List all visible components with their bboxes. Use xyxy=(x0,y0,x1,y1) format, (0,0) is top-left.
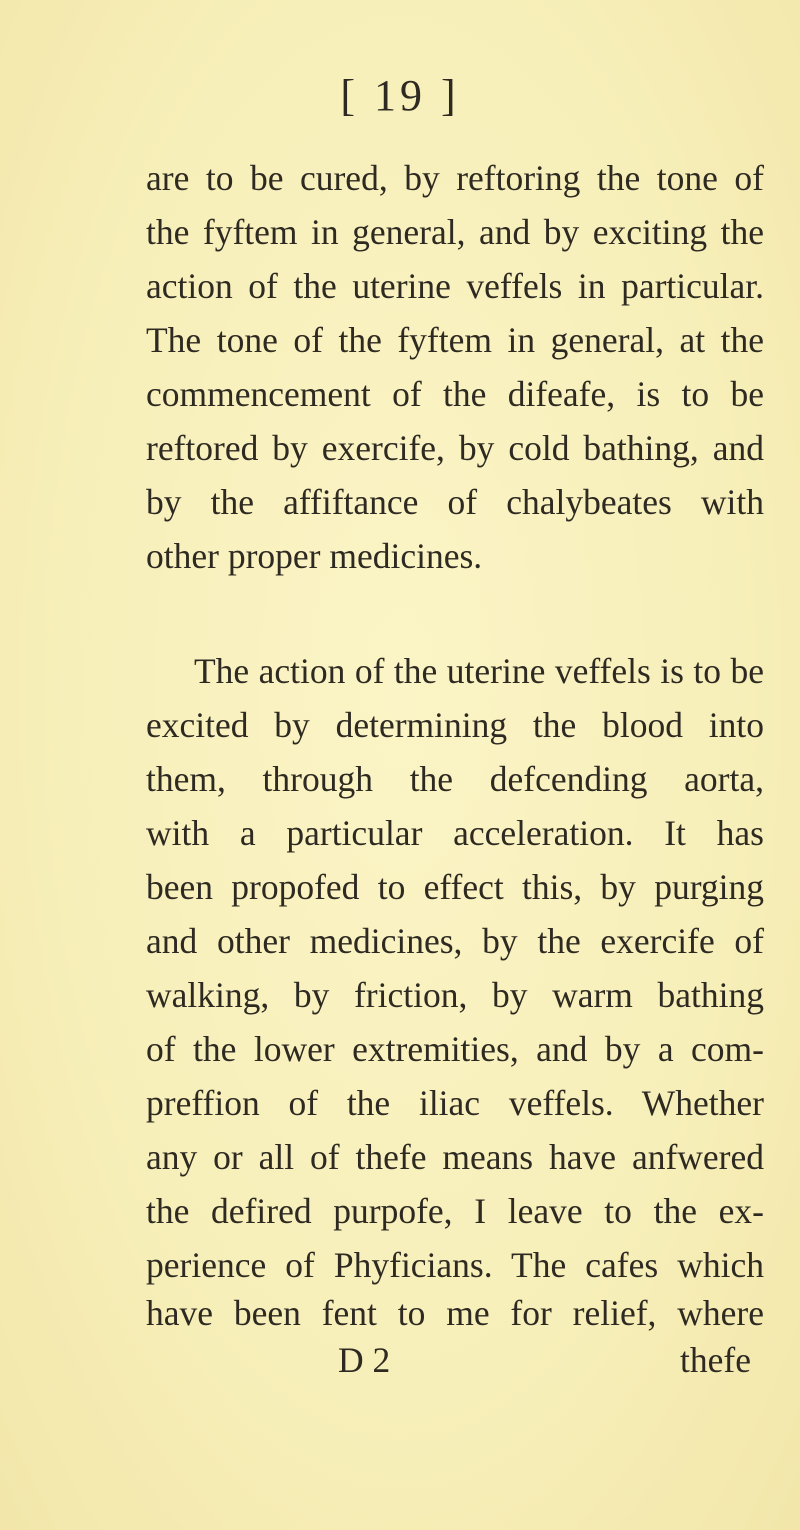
text-line: any or all of thefe means have anfwered xyxy=(146,1137,764,1177)
text-line: reftored by exercife, by cold bathing, and xyxy=(146,428,764,468)
page-footer xyxy=(0,1335,800,1385)
signature-mark: D 2 xyxy=(338,1340,391,1380)
page-number: [ 19 ] xyxy=(340,71,460,120)
text-line: with a particular acceleration. It has xyxy=(146,813,764,853)
text-line: perience of Phyficians. The cafes which xyxy=(146,1245,764,1285)
text-line: The tone of the fyftem in general, at the xyxy=(146,320,764,360)
text-line: are to be cured, by reftoring the tone of xyxy=(146,158,764,198)
text-line: by the affiftance of chalybeates with xyxy=(146,482,764,522)
text-line: and other medicines, by the exercife of xyxy=(146,921,764,961)
text-line: the defired purpofe, I leave to the ex- xyxy=(146,1191,764,1231)
text-line: the fyftem in general, and by exciting the xyxy=(146,212,764,252)
catchword: thefe xyxy=(680,1340,751,1380)
text-line: other proper medicines. xyxy=(146,536,483,576)
text-line: commencement of the difeafe, is to be xyxy=(146,374,764,414)
text-line: them, through the defcending aorta, xyxy=(146,759,764,799)
text-line: of the lower extremities, and by a com- xyxy=(146,1029,764,1069)
text-line: been propofed to effect this, by purging xyxy=(146,867,764,907)
text-line: preffion of the iliac veffels. Whether xyxy=(146,1083,764,1123)
text-line: excited by determining the blood into xyxy=(146,705,764,745)
text-line: have been fent to me for relief, where xyxy=(146,1293,764,1333)
text-line: walking, by friction, by warm bathing xyxy=(146,975,764,1015)
text-line: The action of the uterine veffels is to be xyxy=(194,651,764,691)
text-line: action of the uterine veffels in particular. xyxy=(146,266,764,306)
